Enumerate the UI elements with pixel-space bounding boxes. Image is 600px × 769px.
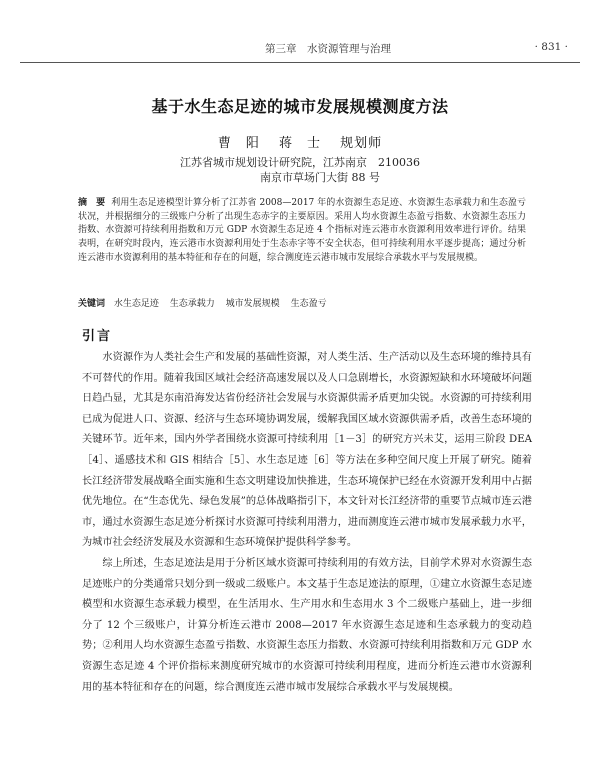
author-name: 曹 阳 bbox=[217, 136, 260, 151]
authors bbox=[0, 132, 600, 151]
paper-title: 基于水生态足迹的城市发展规模测度方法 bbox=[151, 97, 449, 116]
paragraph: 综上所述，生态足迹法是用于分析区域水资源可持续利用的有效方法，目前学术界对水资源生态足迹账户的分类通常只划分到一级或二级账户。本文基于生态足迹法的原理，①建立水资源生态足迹模型和水资源生态承载力模型，在生活用水、生产用水和生态用水 3 个二级账户基础上，进一步细分了 12 个三级账户，计算分析连云港市 2008—2017 年水资源生态足迹和生态承载力的变动趋势；②利用人均水资源生态盈亏指数、水资源生态压力指数、水资源可持续利用指数和万元 GDP 水资源生态足迹 4 个评价指标来测度研究城市的水资源可持续利用程度，进而分析连云港市水资源利用的基本特征和存在的问题，综合测度连云港市城市发展综合承载水平与发展规模。 bbox=[82, 557, 532, 693]
abstract bbox=[78, 197, 526, 266]
keyword: 生态盈亏 bbox=[290, 299, 327, 309]
abstract-text: 利用生态足迹模型计算分析了江苏省 2008—2017 年的水资源生态足迹、水资源生态承载力和生态盈亏状况，并根据细分的三级账户分析了出现生态赤字的主要原因。采用人均水资源生态盈亏指数、水资源生态压力指数、水资源可持续利用指数和万元 GDP 水资源生态足迹 4 个指标对连云港市水资源利用效率进行评价。结果表明，在研究时段内，连云港市水资源利用处于生态赤字等不安全状态，但可持续利用水平逐步提高；通过分析连云港市水资源利用的基本特征和存在的问题，综合测度连云港市城市发展综合承载水平与发展规模。 bbox=[78, 198, 526, 263]
keywords-label: 关键词 bbox=[78, 299, 106, 309]
header-rule bbox=[20, 62, 580, 63]
author-name: 规划师 bbox=[340, 136, 383, 151]
body-text bbox=[82, 348, 532, 698]
keywords bbox=[78, 296, 526, 309]
keyword: 水生态足迹 bbox=[113, 299, 159, 309]
section-heading-introduction: 引言 bbox=[82, 329, 113, 344]
keyword: 生态承载力 bbox=[169, 299, 215, 309]
running-header-section: 第三章 水资源管理与治理 bbox=[265, 43, 391, 55]
affiliation-line-1: 江苏省城市规划设计研究院，江苏南京 210036 bbox=[180, 156, 420, 169]
affiliation-line-2: 南京市草场门大街 88 号 bbox=[260, 171, 380, 184]
keyword: 城市发展规模 bbox=[225, 299, 280, 309]
page-number: · 831 · bbox=[534, 41, 568, 53]
author-name: 蒋 士 bbox=[278, 136, 321, 151]
abstract-label: 摘 要 bbox=[78, 198, 106, 208]
paragraph: 水资源作为人类社会生产和发展的基础性资源，对人类生活、生产活动以及生态环境的维持具有不可替代的作用。随着我国区域社会经济高速发展以及人口急剧增长，水资源短缺和水环境破坏问题日趋凸显，尤其是东南沿海发达省份经济社会发展与水资源供需矛盾更加尖锐。水资源的可持续利用已成为促进人口、资源、经济与生态环境协调发展，缓解我国区域水资源供需矛盾，改善生态环境的关键环节。近年来，国内外学者围绕水资源可持续利用［1－3］的研究方兴未艾，运用三阶段 DEA［4］、遥感技术和 GIS 相结合［5］、水生态足迹［6］等方法在多种空间尺度上开展了研究。随着长江经济带发展战略全面实施和生态文明建设加快推进，生态环境保护已经在水资源开发利用中占据优先地位。在“生态优先、绿色发展”的总体战略指引下，本文针对长江经济带的重要节点城市连云港市，通过水资源生态足迹分析探讨水资源可持续利用潜力，进而测度连云港市城市发展承载力水平，为城市社会经济发展及水资源和生态环境保护提供科学参考。 bbox=[82, 352, 532, 549]
